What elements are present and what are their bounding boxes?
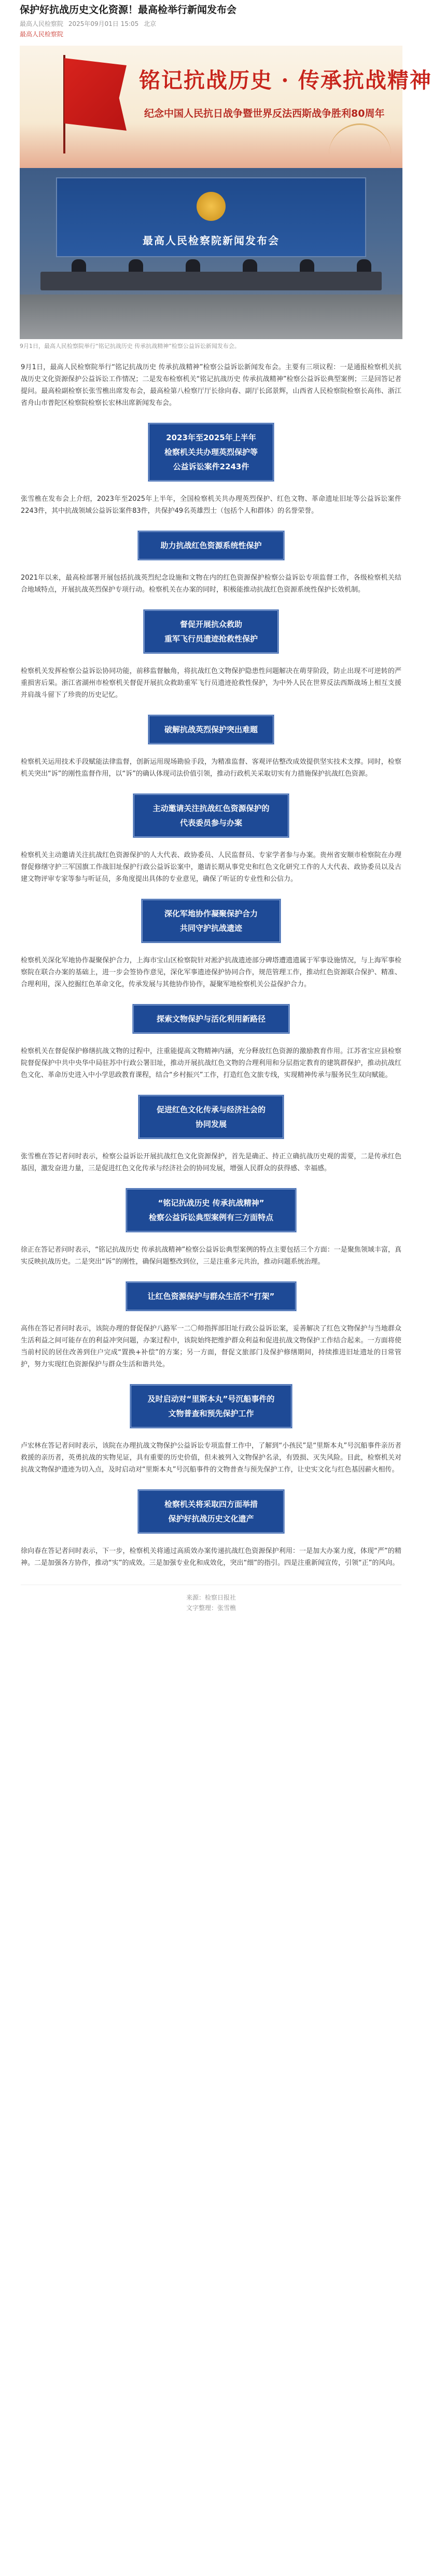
stage-backdrop-text: 最高人民检察院新闻发布会	[143, 234, 280, 247]
publish-location: 北京	[144, 20, 157, 27]
paragraph: 检察机关深化军地协作凝聚保护合力，上海市宝山区检察院针对淞沪抗战遗迹部分碑塔遭遗遗属于军事设施情况，与上海军事检察院在联合办案的基础上，进一步会签协作意见，深化军事遗迹保护协同合作，规范管理工作，推动红色资源联合保护、精准、合理利用，深入挖掘红色革命文化，传承发展与其他协作协作，凝聚军地检察机关公益保护合力。	[21, 957, 401, 988]
paragraph: 检察机关运用技术手段赋能法律监督，创新运用现场勘验手段，为精准监督、客观评估整改成效提供坚实技术支撑。同时，检察机关突出“诉”的刚性监督作用，以“诉”的确认体现司法价值引领，推动行政机关采取切实有力措施保护抗战红色资源。	[21, 758, 401, 778]
stage-backdrop	[56, 177, 366, 257]
banner-slogan: 铭记抗战历史 · 传承抗战精神	[139, 68, 432, 93]
section-heading-box: 助力抗战红色资源系统性保护	[137, 530, 285, 561]
paragraph: 2021年以来，最高检部署开展包括抗战英烈纪念设施和文物在内的红色资源保护检察公益诉讼专项监督工作，各级检察机关结合地域特点，开展抗战英烈保护专项行动。检察机关在办案的同时，积极能推动抗战红色资源系统性保护长效机制。	[21, 574, 401, 594]
section-heading-box: 破解抗战英烈保护突出难题	[148, 715, 274, 745]
article-body	[0, 361, 422, 1613]
section-heading-box: 探索文物保护与活化利用新路径	[132, 1004, 290, 1034]
audience-floor	[20, 295, 402, 339]
paragraph: 卢宏林在答记者问时表示，该院在办理抗战文物保护公益诉讼专项监督工作中，了解到“小孩民”是“里斯本丸”号沉船事件亲历者救援的亲历者，英勇抗战的实物见证，具有重要的历史价值，但未被列入文物保护名录，有毁损、灭失风险。目此，检察机关对抗战文物保护遗迹为切入点，及时启动对“里斯本丸”号沉船事件的文物普查与预先保护工作，让史实文化与红色基因薪火相传。	[21, 1442, 401, 1474]
banner-subline: 纪念中国人民抗日战争暨世界反法西斯战争胜利80周年	[144, 108, 385, 119]
press-conference-photo	[20, 168, 402, 339]
publisher-name: 最高人民检察院	[20, 20, 64, 27]
paragraph: 9月1日，最高人民检察院举行“铭记抗战历史 传承抗战精神”检察公益诉讼新闻发布会。主要有三项议程：一是通报检察机关抗战历史文化资源保护公益诉讼工作情况；二是发布检察机关“铭记抗战历史 传承抗战精神”检察公益诉讼典型案例；三是回答记者提问。最高检副检察长张雪樵出席发布会，最高检第八检察厅厅长徐向春、副厅长邱景辉，山西省人民检察院检察长高伟、浙江省舟山市普陀区检察院检察长宏林出席新闻发布会。	[21, 363, 401, 407]
photo-caption: 9月1日，最高人民检察院举行“铭记抗战历史 传承抗战精神”检察公益诉讼新闻发布会。	[20, 343, 240, 349]
paragraph: 张雪樵在答记者问时表示，检察公益诉讼开展抗战红色文化资源保护，首先是确正、持正立确抗战历史观的需要，二是传承红色基因，激发奋进力量，三是促进红色文化传承与经济社会的协同发展，增强人民群众的获得感、幸福感。	[21, 1153, 401, 1172]
paragraph: 徐正在答记者问时表示，“铭记抗战历史 传承抗战精神”检察公益诉讼典型案例的特点主要包括三个方面：一是聚焦领域丰富，真实反映抗战历史。二是突出“诉”的刚性，确保问题整改到位，三是注重多元共治，推动问题系统治理。	[21, 1246, 401, 1266]
publish-datetime: 2025年09月01日 15:05	[68, 20, 139, 27]
section-heading-box: 及时启动对“里斯本丸”号沉船事件的 文物普查和预先保护工作	[130, 1384, 292, 1429]
article-title: 保护好抗战历史文化资源！最高检举行新闻发布会	[20, 4, 237, 16]
section-heading-box: 2023年至2025年上半年 检察机关共办理英烈保护等 公益诉讼案件2243件	[148, 423, 274, 482]
paragraph: 徐向春在答记者问时表示，下一步，检察机关将通过高质效办案传递抗战红色资源保护利用：一是加大办案力度，体现“严”的精神。二是加强各方协作，推动“实”的成效。三是加强专业化和成效化，突出“细”的指引。四是注重新闻宣传，引领“正”的风向。	[21, 1547, 401, 1567]
red-flag-graphic	[64, 58, 127, 131]
procuratorate-emblem-icon	[197, 192, 226, 221]
footer-source: 来源：检察日报社	[186, 1594, 236, 1601]
section-heading-box: 让红色资源保护与群众生活不“打架”	[126, 1281, 297, 1311]
article-footer	[21, 1585, 401, 1613]
article-header	[0, 0, 422, 38]
paragraph: 检察机关主动邀请关注抗战红色资源保护的人大代表、政协委员、人民监督员、专家学者参与办案。贵州省安顺市检察院在办理督促修缮守护三军国旗工作战旧址保护行政公益诉讼案中，邀请长期从事党史和红色文化研究工作的人大代表、政协委员以及古建文物评审专家等参与听证员，多角度提出具体的专业意见，确保了听证的专业性和公信力。	[21, 851, 401, 883]
banner-wave-graphic	[20, 123, 402, 168]
section-heading-box: 督促开展抗众救助 重军飞行员遗迹抢救性保护	[143, 609, 279, 654]
footer-editor: 文字整理：张雪樵	[186, 1604, 236, 1612]
section-heading-box: 检察机关将采取四方面举措 保护好抗战历史文化遗产	[137, 1489, 285, 1534]
paragraph: 检察机关发挥检察公益诉讼协同功能，前移监督触角，将抗战红色文物保护隐患性问题解决在萌芽阶段，防止出现不可逆转的严重损害后果。浙江省湖州市检察机关督促开展抗众救助重军飞行员遗迹抢救性保护，为中外人民在世界反法西斯战场上相互支援并肩战斗留下了珍贵的历史记忆。	[21, 667, 401, 699]
paragraph: 高伟在答记者问时表示，该院办理的督促保护八路军一二〇师指挥部旧址行政公益诉讼案，妥善解决了红色文物保护与当地群众生活利益之间可能存在的利益冲突问题，办案过程中，该院始终把维护群众利益和促进抗战文物保护工作结合起来。一方面将使当前村民的居住改善到住户完成“置换+补偿”的方案；另一方面，督促文旅部门及保护修缮期间，持续推进旧址遗址的日常管护，努力实现红色资源保护与群众生活和谐共处。	[21, 1325, 401, 1368]
section-heading-box: “铭记抗战历史 传承抗战精神” 检察公益诉讼典型案例有三方面特点	[126, 1188, 297, 1233]
commemoration-banner	[20, 46, 432, 168]
conference-table	[40, 272, 382, 290]
article-meta	[20, 20, 402, 28]
paragraph: 检察机关在督促保护修缮抗战文物的过程中，注重能提高文物精神内涵，充分释放红色资源的激励教育作用。江苏省宝应县检察院督促保护中共中央华中局驻苏中行政公署旧址，推动开展抗战红色文物的合理利用和分层指定教育的建筑群保护，推动抗战红色文化、革命历史进入中小学思政教育课程，结合“乡村振兴”工作，打造红色文旅专线，实现精神传承与服务民生双向赋能。	[21, 1047, 401, 1079]
paragraph: 张雪樵在发布会上介绍，2023年至2025年上半年，全国检察机关共办理英烈保护、红色文物、革命遗址旧址等公益诉讼案件2243件，其中抗战领域公益诉讼案件83件，共保护49名英雄烈士（包括个人和群体）的名誉荣誉。	[21, 495, 401, 515]
section-heading-box: 深化军地协作凝聚保护合力 共同守护抗战遗迹	[141, 899, 281, 943]
section-heading-box: 促进红色文化传承与经济社会的 协同发展	[138, 1095, 284, 1139]
section-heading-box: 主动邀请关注抗战红色资源保护的 代表委员参与办案	[133, 793, 289, 838]
publisher-link[interactable]: 最高人民检察院	[20, 31, 64, 38]
